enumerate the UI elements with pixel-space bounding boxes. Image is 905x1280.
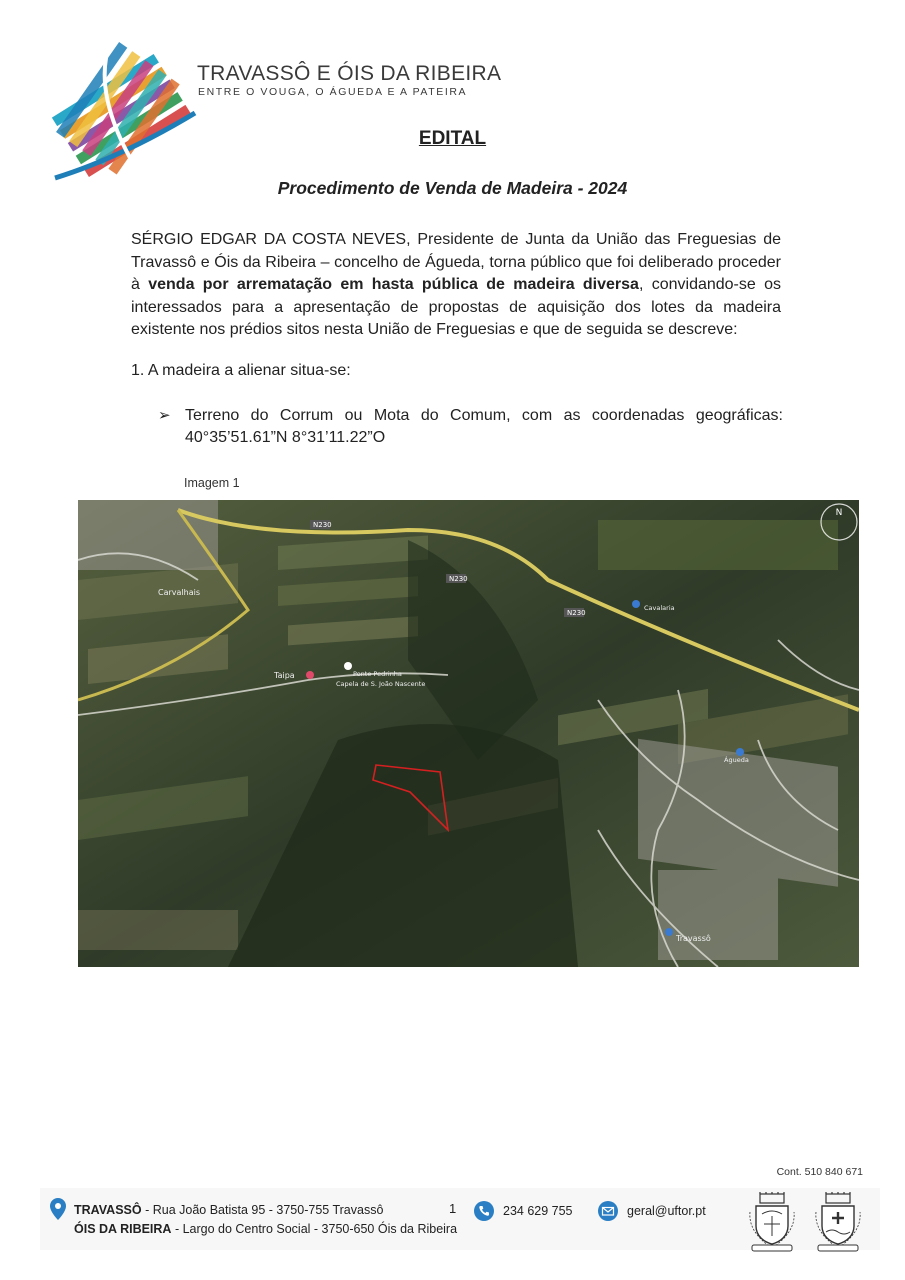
intro-text-2: , convidando-se os interessados para a apresentação de propostas de aquisição dos lotes da madeira existente nos prédios sitos nesta União de Freguesias e que de seguida se descreve: — [131, 276, 781, 338]
logo-subtitle: ENTRE O VOUGA, O ÁGUEDA E A PATEIRA — [198, 86, 468, 98]
logo-title: TRAVASSÔ E ÓIS DA RIBEIRA — [197, 62, 502, 85]
map-pin-icon — [344, 662, 352, 670]
page-number: 1 — [449, 1201, 457, 1216]
bullet-item — [158, 405, 783, 449]
map-place-label: Cavalaria — [644, 604, 675, 612]
address-detail: - Rua João Batista 95 - 3750-755 Travassô — [141, 1203, 384, 1217]
map-pin-icon — [306, 671, 314, 679]
map-pin-icon — [632, 600, 640, 608]
map-place-label: Águeda — [724, 756, 749, 764]
road-label: N230 — [449, 575, 468, 583]
intro-text-1: SÉRGIO EDGAR DA COSTA NEVES, Presidente de Junta da União das Freguesias de Travassô e Óis da Ribeira – concelho de Águeda, torna público que foi deliberado proceder à — [131, 231, 781, 293]
ois-da-ribeira-coat-of-arms-icon — [812, 1192, 864, 1252]
intro-bold-text: venda por arrematação em hasta pública de madeira diversa — [148, 276, 639, 293]
edital-heading: EDITAL — [418, 128, 487, 149]
tax-number: Cont. 510 840 671 — [776, 1166, 863, 1178]
road-label: N230 — [567, 609, 586, 617]
map-place-label: Ponte Pedrinha — [353, 670, 402, 678]
address-ois-da-ribeira — [74, 1222, 457, 1236]
map-pin-icon — [665, 928, 673, 936]
intro-paragraph — [131, 229, 781, 342]
location-pin-icon — [50, 1198, 66, 1220]
list-item-1: 1. A madeira a alienar situa-se: — [131, 362, 351, 379]
map-place-label: Capela de S. João Nascente — [336, 680, 426, 688]
address-detail: - Largo do Centro Social - 3750-650 Óis da Ribeira — [171, 1222, 458, 1236]
phone-number: 234 629 755 — [503, 1204, 573, 1218]
satellite-map-image — [78, 500, 859, 967]
compass-label: N — [835, 508, 843, 518]
address-place: TRAVASSÔ — [74, 1203, 142, 1217]
travasso-coat-of-arms-icon — [746, 1192, 798, 1252]
phone-icon — [474, 1201, 494, 1221]
road-label: N230 — [313, 521, 332, 529]
bullet-arrow-icon: ➢ — [158, 407, 171, 424]
map-place-label: Taipa — [274, 671, 295, 680]
map-place-label: Carvalhais — [158, 588, 200, 597]
email-address: geral@uftor.pt — [627, 1204, 706, 1218]
document-title: Procedimento de Venda de Madeira - 2024 — [277, 178, 628, 198]
map-graphic — [78, 500, 859, 967]
map-place-label: Travassô — [676, 934, 711, 943]
parish-logo — [50, 38, 200, 186]
email-icon — [598, 1201, 618, 1221]
bullet-text: Terreno do Corrum ou Mota do Comum, com as coordenadas geográficas: 40°35’51.61”N 8°31’11.22”O — [185, 407, 783, 446]
map-pin-icon — [736, 748, 744, 756]
image-caption: Imagem 1 — [184, 476, 240, 490]
address-place: ÓIS DA RIBEIRA — [74, 1222, 172, 1236]
address-travasso — [74, 1203, 383, 1217]
